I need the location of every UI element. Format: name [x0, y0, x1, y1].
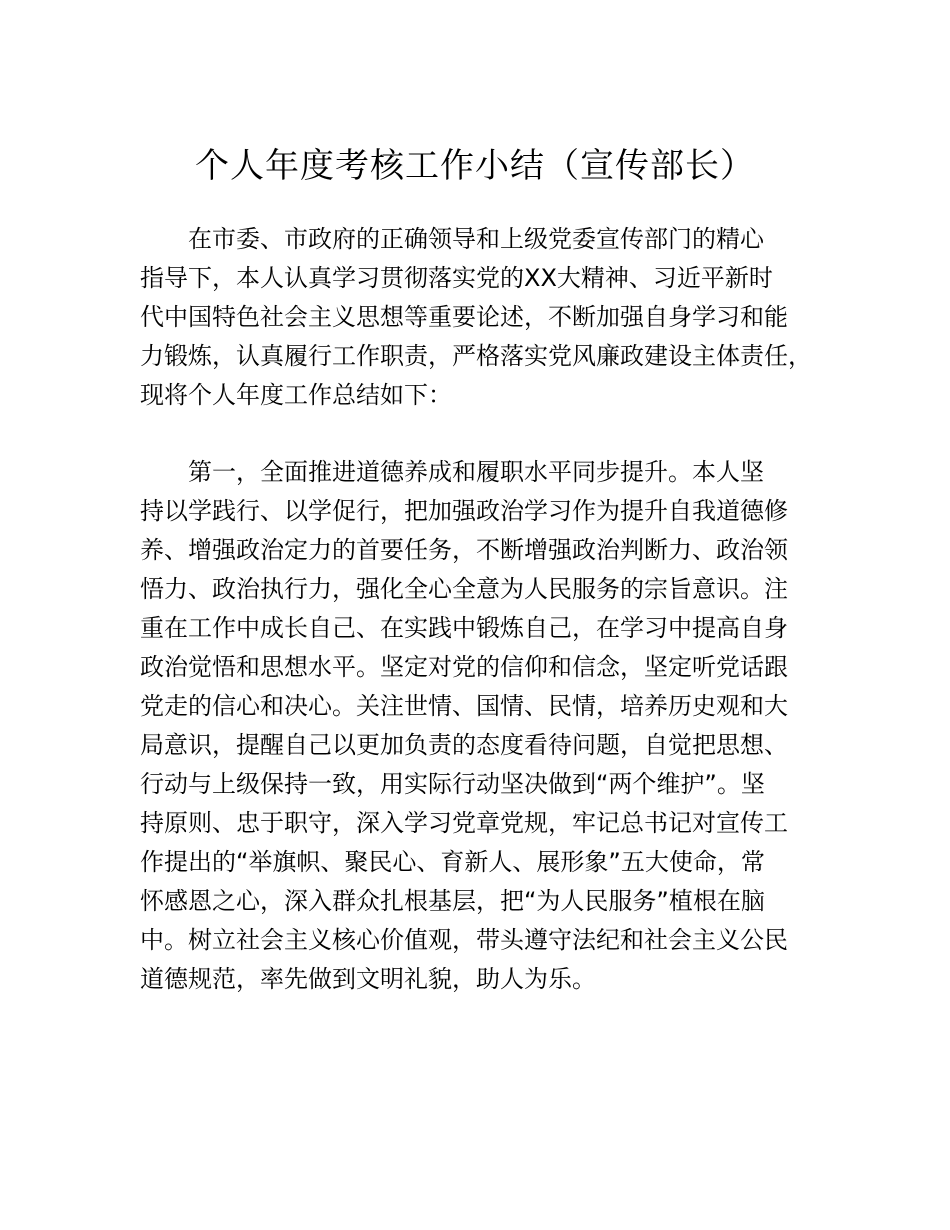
paragraph-line: 持以学践行、以学促行，把加强政治学习作为提升自我道德修: [140, 497, 788, 525]
paragraph-line: 党走的信心和决心。关注世情、国情、民情，培养历史观和大: [140, 692, 788, 720]
paragraph-line: 指导下，本人认真学习贯彻落实党的XX大精神、习近平新时: [140, 264, 773, 292]
paragraph-line: 代中国特色社会主义思想等重要论述，不断加强自身学习和能: [140, 303, 788, 331]
paragraph-line: 在市委、市政府的正确领导和上级党委宣传部门的精心: [188, 225, 764, 253]
paragraph-line: 行动与上级保持一致，用实际行动坚决做到“两个维护”。坚: [140, 770, 765, 798]
document-title: 个人年度考核工作小结（宣传部长）: [195, 146, 755, 186]
paragraph-line: 局意识，提醒自己以更加负责的态度看待问题，自觉把思想、: [140, 731, 788, 759]
paragraph-line: 中。树立社会主义核心价值观，带头遵守法纪和社会主义公民: [140, 926, 788, 954]
paragraph-line: 现将个人年度工作总结如下：: [140, 381, 452, 409]
paragraph-line: 养、增强政治定力的首要任务，不断增强政治判断力、政治领: [140, 536, 788, 564]
paragraph-line: 作提出的“举旗帜、聚民心、育新人、展形象”五大使命，常: [140, 848, 765, 876]
paragraph-intro: [140, 220, 840, 415]
paragraph-section-one: [140, 453, 840, 999]
paragraph-line: 第一，全面推进道德养成和履职水平同步提升。本人坚: [188, 458, 764, 486]
paragraph-line: 持原则、忠于职守，深入学习党章党规，牢记总书记对宣传工: [140, 809, 788, 837]
paragraph-line: 怀感恩之心，深入群众扎根基层，把“为人民服务”植根在脑: [140, 887, 765, 915]
paragraph-line: 悟力、政治执行力，强化全心全意为人民服务的宗旨意识。注: [140, 575, 788, 603]
paragraph-line: 重在工作中成长自己、在实践中锻炼自己，在学习中提高自身: [140, 614, 788, 642]
paragraph-line: 道德规范，率先做到文明礼貌，助人为乐。: [140, 965, 596, 993]
paragraph-line: 力锻炼，认真履行工作职责，严格落实党风廉政建设主体责任，: [140, 342, 812, 370]
paragraph-line: 政治觉悟和思想水平。坚定对党的信仰和信念，坚定听党话跟: [140, 653, 788, 681]
